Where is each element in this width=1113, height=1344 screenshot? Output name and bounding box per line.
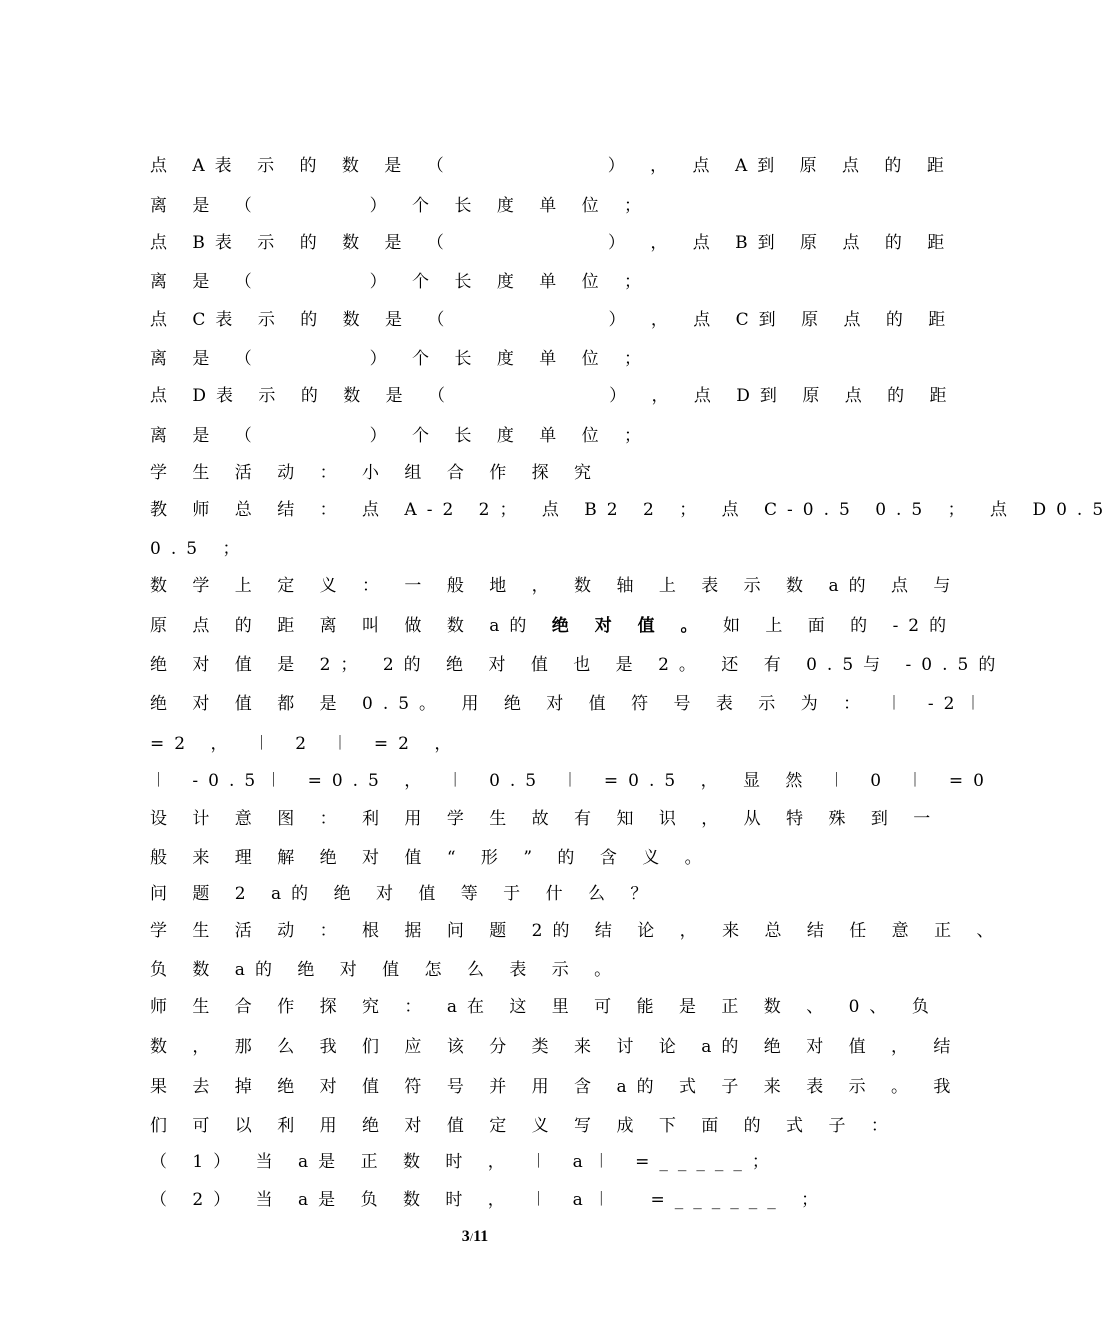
line-10: 教 师 总 结 ： 点 A-2 2； 点 B2 2 ； 点 C-0.5 0.5 ； 点 D0.5 [150,500,1113,520]
line-20: 问 题 2 a的 绝 对 值 等 于 什 么 ？ [150,884,658,904]
line-28: （ 2） 当 a是 负 数 时 ， ︱ a︱ =______ ； [150,1190,829,1210]
line-1: 点 A表 示 的 数 是 （ ） ， 点 A到 原 点 的 距 [150,156,954,176]
line-24: 数 ， 那 么 我 们 应 该 分 类 来 讨 论 a的 绝 对 值 ， 结 [150,1037,961,1057]
line-12: 数 学 上 定 义 ： 一 般 地 ， 数 轴 上 表 示 数 a的 点 与 [150,576,961,596]
line-8: 离 是 （ ） 个 长 度 单 位 ； [150,426,652,446]
line-22: 负 数 a的 绝 对 值 怎 么 表 示 。 [150,960,622,980]
line-18: 设 计 意 图 ： 利 用 学 生 故 有 知 识 ， 从 特 殊 到 一 [150,809,941,829]
line-14: 绝 对 值 是 2； 2的 绝 对 值 也 是 2。 还 有 0.5与 -0.5的 [150,655,1006,675]
line-13 [150,615,956,637]
line-7: 点 D表 示 的 数 是 （ ） ， 点 D到 原 点 的 距 [150,386,957,406]
term-absolute-value: 绝 对 值 。 [551,616,708,636]
line-26: 们 可 以 利 用 绝 对 值 定 义 写 成 下 面 的 式 子 ： [150,1116,898,1136]
line-23: 师 生 合 作 探 究 ： a在 这 里 可 能 是 正 数 、 0、 负 [150,997,939,1017]
line-21: 学 生 活 动 ： 根 据 问 题 2的 结 论 ， 来 总 结 任 意 正 、 [150,921,1004,941]
current-page: 3 [461,1228,470,1245]
line-3: 点 B表 示 的 数 是 （ ） ， 点 B到 原 点 的 距 [150,233,955,253]
line-9: 学 生 活 动 ： 小 组 合 作 探 究 [150,463,602,483]
line-25: 果 去 掉 绝 对 值 符 号 并 用 含 a的 式 子 来 表 示 。 我 [150,1077,961,1097]
line-13-before: 原 点 的 距 离 叫 做 数 a的 [150,616,552,636]
line-11: 0.5 ； [150,539,250,559]
line-2: 离 是 （ ） 个 长 度 单 位 ； [150,196,652,216]
total-pages: 11 [473,1228,489,1245]
line-27: （ 1） 当 a是 正 数 时 ， ︱ a︱ =_____； [150,1152,779,1172]
line-16: =2 ， ︱ 2 ︱ =2 ， [150,734,462,754]
page-separator: / [469,1230,474,1244]
page-number [0,1228,950,1246]
line-17: ︱ -0.5︱ =0.5 ， ︱ 0.5 ︱ =0.5 ， 显 然 ︱ 0 ︱ =0 [150,771,994,791]
line-6: 离 是 （ ） 个 长 度 单 位 ； [150,349,652,369]
line-4: 离 是 （ ） 个 长 度 单 位 ； [150,272,652,292]
line-19: 般 来 理 解 绝 对 值 “ 形 ” 的 含 义 。 [150,848,712,868]
line-13-after: 如 上 面 的 -2的 [707,616,957,636]
line-15: 绝 对 值 都 是 0.5。 用 绝 对 值 符 号 表 示 为 ： ︱ -2︱ [150,694,992,714]
line-5: 点 C表 示 的 数 是 （ ） ， 点 C到 原 点 的 距 [150,310,956,330]
